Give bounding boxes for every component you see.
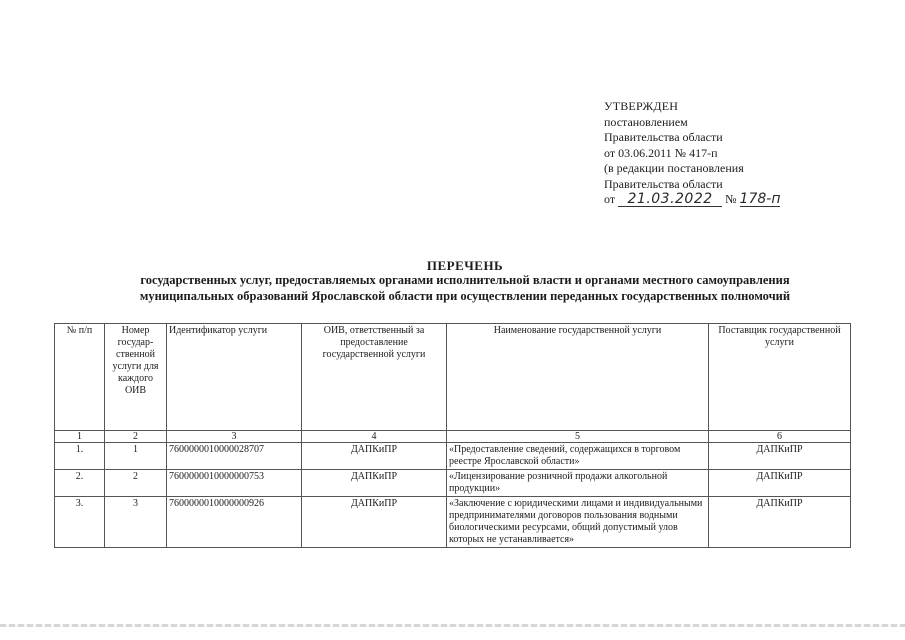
cell-service-name: «Предоставление сведений, содержащихся в торговом реестре Ярославской области»	[447, 443, 709, 470]
cell-row-number: 3.	[55, 497, 105, 548]
cell-provider: ДАПКиПР	[709, 497, 851, 548]
handwritten-number: 178-п	[739, 191, 781, 207]
column-number: 5	[447, 431, 709, 443]
cell-provider: ДАПКиПР	[709, 470, 851, 497]
column-number: 2	[105, 431, 167, 443]
column-number: 1	[55, 431, 105, 443]
header-cell-service-id: Идентификатор услуги	[167, 324, 302, 431]
approval-line: Правительства области	[604, 130, 723, 144]
table-row	[55, 443, 851, 470]
approval-title: УТВЕРЖДЕН	[604, 99, 679, 113]
approval-line: от 03.06.2011 № 417-п	[604, 145, 718, 160]
document-subtitle-line1: государственных услуг, предоставляемых органами исполнительной власти и органами местного самоуправления	[140, 273, 790, 287]
sign-prefix: от	[604, 192, 616, 206]
column-number: 3	[167, 431, 302, 443]
scan-edge-artifact	[0, 624, 905, 627]
cell-responsible-body: ДАПКиПР	[302, 443, 447, 470]
column-number: 4	[302, 431, 447, 443]
cell-service-number: 3	[105, 497, 167, 548]
cell-service-number: 2	[105, 470, 167, 497]
document-subtitle-line2: муниципальных образований Ярославской области при осуществлении переданных государственных полномочий	[139, 289, 791, 303]
table-header-row	[55, 324, 851, 431]
handwritten-date: 21.03.2022	[618, 192, 722, 207]
approval-line: постановлением	[604, 114, 688, 129]
header-cell-number: № п/п	[55, 324, 105, 431]
cell-responsible-body: ДАПКиПР	[302, 497, 447, 548]
column-number: 6	[709, 431, 851, 443]
header-cell-service-number: Номер государ-ственной услуги для каждого ОИВ	[105, 324, 167, 431]
cell-service-name: «Заключение с юридическими лицами и индивидуальными предпринимателями договоров пользования водными биологическими ресурсами, общий допустимый улов которых не устанавливается»	[447, 497, 709, 548]
cell-service-name: «Лицензирование розничной продажи алкогольной продукции»	[447, 470, 709, 497]
column-number-row	[55, 431, 851, 443]
document-title: ПЕРЕЧЕНЬ	[426, 258, 504, 273]
cell-service-id: 7600000010000000926	[167, 497, 302, 548]
approval-stamp	[604, 99, 804, 208]
header-cell-service-name: Наименование государственной услуги	[447, 324, 709, 431]
cell-service-number: 1	[105, 443, 167, 470]
sign-number-label: №	[725, 192, 737, 206]
cell-row-number: 2.	[55, 470, 105, 497]
cell-provider: ДАПКиПР	[709, 443, 851, 470]
cell-service-id: 7600000010000000753	[167, 470, 302, 497]
header-cell-provider: Поставщик государственной услуги	[709, 324, 851, 431]
approval-line: Правительства области	[604, 176, 723, 191]
approval-line: (в редакции постановления	[604, 161, 744, 175]
approval-signature-line	[604, 192, 804, 208]
table-row	[55, 497, 851, 548]
services-table	[54, 323, 851, 548]
cell-responsible-body: ДАПКиПР	[302, 470, 447, 497]
cell-row-number: 1.	[55, 443, 105, 470]
header-cell-responsible-body: ОИВ, ответственный за предоставление государственной услуги	[302, 324, 447, 431]
table-row	[55, 470, 851, 497]
cell-service-id: 7600000010000028707	[167, 443, 302, 470]
